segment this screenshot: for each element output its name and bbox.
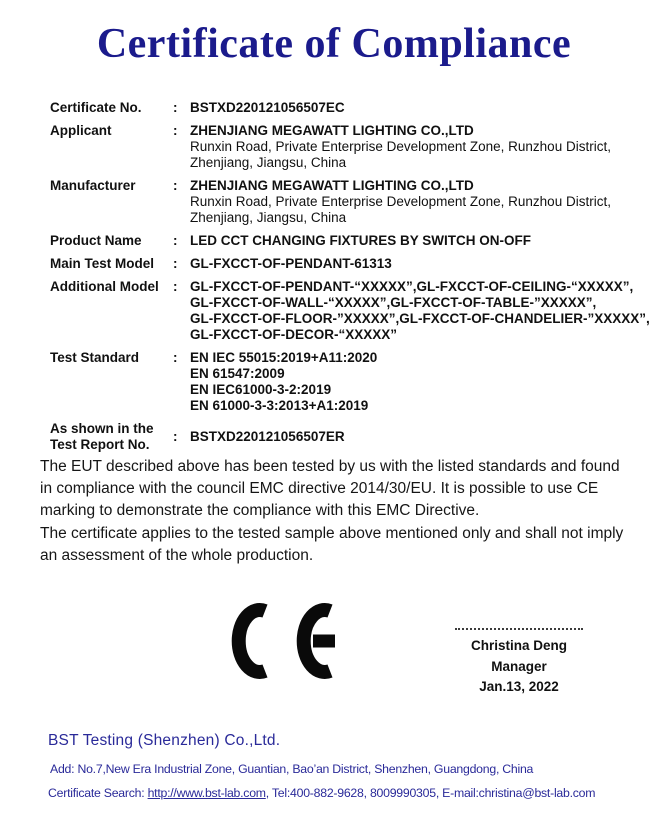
manufacturer-address-line: Zhenjiang, Jiangsu, China — [190, 210, 347, 225]
field-label — [50, 100, 173, 116]
statement-line: The EUT described above has been tested by us with the listed standards and found — [40, 458, 620, 475]
field-value — [190, 279, 656, 343]
test-standard-line: EN 61547:2009 — [190, 366, 285, 381]
certificate-info-table — [50, 100, 656, 460]
certificate-number: BSTXD220121056507EC — [190, 100, 345, 115]
additional-model-line: GL-FXCCT-OF-PENDANT-“XXXXX”,GL-FXCCT-OF-CEILING-“XXXXX”, — [190, 279, 634, 294]
field-label-text: Additional Model — [50, 279, 159, 294]
test-report-number: BSTXD220121056507ER — [190, 429, 345, 444]
additional-model-line: GL-FXCCT-OF-WALL-“XXXXX”,GL-FXCCT-OF-TABLE-”XXXXX”, — [190, 295, 597, 310]
field-value — [190, 123, 656, 171]
test-standard-line: EN IEC 55015:2019+A11:2020 — [190, 350, 378, 365]
additional-model-line: GL-FXCCT-OF-FLOOR-”XXXXX”,GL-FXCCT-OF-CHANDELIER-”XXXXX”, — [190, 311, 650, 326]
certificate-search-line — [48, 786, 595, 800]
field-label-text: Test Standard — [50, 350, 140, 365]
field-value — [190, 256, 656, 272]
field-label — [50, 178, 173, 194]
lab-company-name: BST Testing (Shenzhen) Co.,Ltd. — [48, 732, 281, 749]
test-standard-line: EN IEC61000-3-2:2019 — [190, 382, 332, 397]
additional-model-line: GL-FXCCT-OF-DECOR-“XXXXX” — [190, 327, 398, 342]
lab-address: Add: No.7,New Era Industrial Zone, Guantian, Bao’an District, Shenzhen, Guangdong, China — [50, 762, 534, 776]
field-label-text: Manufacturer — [50, 178, 136, 193]
field-label-text: Test Report No. — [50, 437, 150, 452]
field-colon: : — [173, 233, 178, 248]
signer-name: Christina Deng — [470, 638, 567, 653]
field-label — [50, 421, 173, 453]
field-colon: : — [173, 123, 178, 138]
field-row-main-test-model — [50, 256, 656, 272]
signature-block — [436, 628, 602, 698]
field-value — [190, 100, 656, 116]
field-row-product-name — [50, 233, 656, 249]
applicant-name: ZHENJIANG MEGAWATT LIGHTING CO.,LTD — [190, 123, 474, 138]
field-label-text: Applicant — [50, 123, 112, 138]
field-row-test-report-no — [50, 421, 656, 453]
statement-line: marking to demonstrate the compliance with this EMC Directive. — [40, 502, 480, 520]
field-value — [190, 178, 656, 226]
field-colon: : — [173, 256, 178, 271]
statement-line: The certificate applies to the tested sample above mentioned only and shall not imply — [40, 524, 624, 542]
certificate-search-label: Certificate Search: — [48, 786, 148, 800]
field-colon: : — [173, 279, 178, 294]
field-label — [50, 123, 173, 139]
field-row-additional-model — [50, 279, 656, 343]
applicant-address-line: Runxin Road, Private Enterprise Development Zone, Runzhou District, — [190, 139, 611, 154]
field-colon: : — [173, 429, 178, 444]
field-label-text: As shown in the — [50, 421, 154, 436]
field-label-text: Main Test Model — [50, 256, 155, 271]
page-title: Certificate of Compliance — [96, 21, 572, 67]
field-row-test-standard — [50, 350, 656, 414]
field-label-text: Product Name — [50, 233, 142, 248]
ce-mark-icon — [224, 602, 337, 680]
field-colon: : — [173, 178, 178, 193]
applicant-address-line: Zhenjiang, Jiangsu, China — [190, 155, 347, 170]
field-label-text: Certificate No. — [50, 100, 142, 115]
field-label — [50, 350, 173, 366]
field-row-manufacturer — [50, 178, 656, 226]
field-colon: : — [173, 350, 178, 365]
field-value — [190, 429, 656, 445]
manufacturer-address-line: Runxin Road, Private Enterprise Development Zone, Runzhou District, — [190, 194, 611, 209]
statement-line: an assessment of the whole production. — [40, 546, 314, 564]
lab-contact-info: , Tel:400-882-9628, 8009990305, E-mail:christina@bst-lab.com — [265, 786, 596, 800]
field-label — [50, 233, 173, 249]
manufacturer-name: ZHENJIANG MEGAWATT LIGHTING CO.,LTD — [190, 178, 474, 193]
main-test-model: GL-FXCCT-OF-PENDANT-61313 — [190, 256, 392, 271]
certificate-search-link[interactable]: http://www.bst-lab.com — [147, 786, 266, 800]
statement-line: in compliance with the council EMC directive 2014/30/EU. It is possible to use CE — [40, 480, 599, 498]
field-value — [190, 233, 656, 249]
field-row-applicant — [50, 123, 656, 171]
field-label — [50, 256, 173, 272]
test-standard-line: EN 61000-3-3:2013+A1:2019 — [190, 398, 369, 413]
product-name: LED CCT CHANGING FIXTURES BY SWITCH ON-OFF — [190, 233, 531, 248]
signer-role: Manager — [491, 658, 547, 674]
signature-date: Jan.13, 2022 — [479, 679, 559, 694]
field-value — [190, 350, 656, 414]
field-row-certificate-no — [50, 100, 656, 116]
compliance-statement — [40, 456, 623, 567]
field-label — [50, 279, 173, 295]
field-colon: : — [173, 100, 178, 115]
signature-dotted-line — [455, 628, 583, 630]
